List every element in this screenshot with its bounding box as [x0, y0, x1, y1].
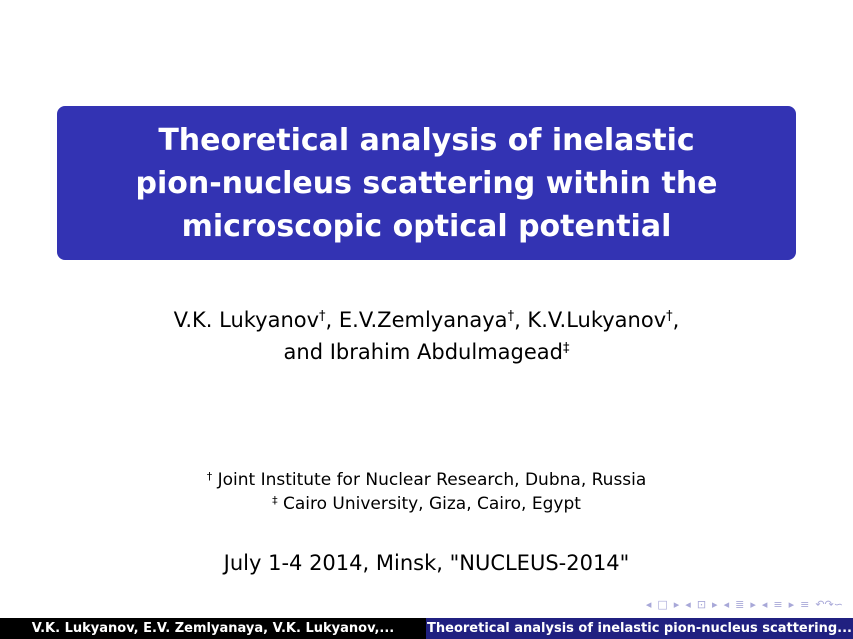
- part-next-icon[interactable]: ▸: [788, 597, 795, 611]
- search-back-forward-icon[interactable]: ↶↷∽: [815, 597, 843, 611]
- affil-mark: †: [507, 309, 515, 324]
- title-line: Theoretical analysis of inelastic: [158, 122, 695, 158]
- subsection-icon[interactable]: ⊡: [696, 597, 707, 611]
- beamer-nav-bar: [646, 596, 843, 612]
- author-name: V.K. Lukyanov: [173, 308, 320, 332]
- title-box: [57, 106, 796, 260]
- affil-mark: †: [206, 470, 213, 483]
- subsection-prev-icon[interactable]: ◂: [685, 597, 691, 611]
- slide-title: [57, 119, 796, 248]
- author-sep: ,: [325, 308, 339, 332]
- affiliation-text: Cairo University, Giza, Cairo, Egypt: [277, 494, 581, 514]
- subsection-next-icon[interactable]: ▸: [712, 597, 718, 611]
- section-icon[interactable]: ≣: [735, 597, 745, 611]
- affil-mark: †: [319, 309, 326, 324]
- author-prefix: and: [283, 340, 330, 364]
- section-prev-icon[interactable]: ◂: [723, 597, 730, 611]
- part-prev-icon[interactable]: ◂: [761, 597, 768, 611]
- footer-authors: V.K. Lukyanov, E.V. Zemlyanaya, V.K. Lukyanov,...: [0, 618, 426, 639]
- affiliation-text: Joint Institute for Nuclear Research, Dubna, Russia: [212, 470, 647, 490]
- author-name: K.V.Lukyanov: [527, 308, 667, 332]
- section-next-icon[interactable]: ▸: [750, 597, 756, 611]
- footer-bar: [0, 618, 853, 639]
- affiliation-line: [0, 492, 853, 516]
- frame-icon[interactable]: □: [657, 597, 668, 611]
- affiliations: [0, 468, 853, 516]
- toc-icon[interactable]: ≡: [800, 597, 810, 611]
- author-line-1: [0, 304, 853, 336]
- author-name: E.V.Zemlyanaya: [338, 308, 508, 332]
- title-line: pion-nucleus scattering within the: [135, 165, 718, 201]
- footer-title: Theoretical analysis of inelastic pion-nucleus scattering...: [426, 618, 853, 639]
- author-sep: ,: [514, 308, 528, 332]
- conference-date: July 1-4 2014, Minsk, "NUCLEUS-2014": [223, 551, 630, 575]
- author-list: [0, 304, 853, 368]
- affil-mark: ‡: [562, 341, 570, 356]
- author-line-2: [0, 336, 853, 368]
- part-icon[interactable]: ≡: [773, 597, 783, 611]
- affil-mark: †: [666, 309, 673, 324]
- author-name: Ibrahim Abdulmagead: [329, 340, 563, 364]
- author-sep: ,: [672, 308, 680, 332]
- title-line: microscopic optical potential: [181, 208, 672, 244]
- frame-next-icon[interactable]: ▸: [673, 597, 680, 611]
- affil-mark: ‡: [272, 494, 278, 507]
- affiliation-line: [0, 468, 853, 492]
- frame-prev-icon[interactable]: ◂: [645, 597, 652, 611]
